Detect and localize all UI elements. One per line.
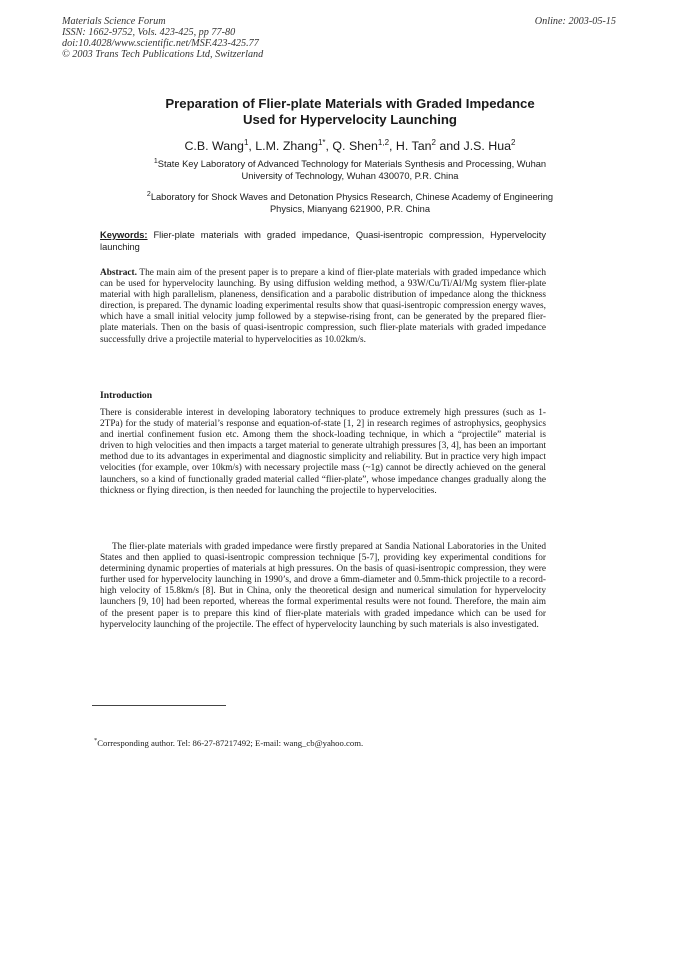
- keywords: [100, 230, 546, 253]
- author: C.B. Wang$^1$: [184, 138, 249, 154]
- author-separator: ,: [248, 139, 256, 154]
- issn-line: ISSN: 1662-9752, Vols. 423-425, pp 77-80: [62, 27, 236, 38]
- journal-name: Materials Science Forum: [62, 16, 166, 27]
- introduction-paragraph-2: The flier-plate materials with graded impedance were firstly prepared at Sandia National Laboratories in the United States and then applied to quasi-isentropic compression technique [5-7], providing key experimental conditions for determining dynamic properties of materials at high pressures. On the basis of quasi-isentropic compression, they were further used for hypervelocity launching in 1990’s, and drove a 6mm-diameter and 0.5mm-thick projectile to a record-high velocity of 15.8km/s [8]. But in China, only the theoretical design and numerical simulation for hypervelocity launchers [9, 10] had been reported, whereas the formal experimental results were not found. Therefore, the main aim of the present paper is to prepare this kind of flier-plate materials with graded impedance which can be used for hypervelocity launching of the projectile. The effect of hypervelocity launching by such materials is also investigated.: [100, 542, 546, 630]
- abstract: [100, 268, 546, 346]
- keywords-label: Keywords:: [100, 230, 148, 240]
- author: L.M. Zhang$^{1*}$: [255, 138, 326, 154]
- affiliation-2: $^2$Laboratory for Shock Waves and Detonation Physics Research, Chinese Academy of Engineering Physics, Mianyang 621900, P.R. China: [146, 191, 554, 214]
- abstract-label: Abstract.: [100, 268, 137, 278]
- author: J.S. Hua$^2$: [463, 138, 516, 154]
- abstract-text: The main aim of the present paper is to prepare a kind of flier-plate materials with graded impedance which can be used for hypervelocity launching. By using diffusion welding method, a 93W/Cu/Ti/Al/Mg system flier-plate material with high parallelism, planeness, densification and a parabolic distribution of impedance along the thickness direction, is prepared. The dynamic loading experimental results show that quasi-isentropic compression energy waves, which have a small initial velocity jump followed by a stepwise-rising front, can be generated by the prepared flier-plate materials. Then on the basis of quasi-isentropic compression, such flier-plate materials with graded impedance successfully drive a projectile material to hypervelocities as 10.02km/s.: [100, 268, 546, 345]
- author: Q. Shen$^{1,2}$: [332, 138, 390, 154]
- footnote-mark: *: [94, 737, 98, 744]
- title-line-1: Preparation of Flier-plate Materials with Graded Impedance: [165, 96, 535, 111]
- footnote-text: Corresponding author. Tel: 86-27-87217492; E-mail: wang_cb@yahoo.com.: [97, 737, 364, 748]
- author-separator: ,: [389, 139, 396, 154]
- copyright-line: © 2003 Trans Tech Publications Ltd, Switzerland: [62, 49, 264, 60]
- doi-line: doi:10.4028/www.scientific.net/MSF.423-425.77: [62, 38, 259, 49]
- affiliation-1: $^1$State Key Laboratory of Advanced Technology for Materials Synthesis and Processing, Wuhan University of Technology, Wuhan 430070, P.R. China: [153, 158, 547, 181]
- author: H. Tan$^2$: [395, 138, 436, 154]
- footnote-divider: [92, 705, 226, 706]
- author-list: [90, 138, 610, 153]
- footnote: [94, 737, 554, 748]
- introduction-paragraph-1: There is considerable interest in developing laboratory techniques to produce extremely high pressures (such as 1-2TPa) for the study of material’s response and equation-of-state [1, 2] in research regimes of astrophysics, geophysics and inertial confinement fusion etc. Among them the shock-loading technique, in which a “projectile” material is driven to high velocities and then impacts a target material to generate ultrahigh pressures [3, 4], has been an important method due to its advantages in experimental and diagnostic simplicity and reliability. But in practice very high impact velocities (for example, over 10km/s) with necessary projectile mass (~1g) cannot be directly achieved on the general launchers, so a kind of functionally graded material called “flier-plate”, whose impedance changes gradually along the thickness or flying direction, is then needed for launching the projectile to hypervelocities.: [100, 408, 546, 496]
- author-separator: and: [435, 139, 464, 154]
- author-separator: ,: [325, 139, 333, 154]
- introduction-heading: Introduction: [100, 390, 153, 401]
- online-date: Online: 2003-05-15: [534, 16, 616, 27]
- paper-title: [90, 96, 610, 128]
- keywords-text: Flier-plate materials with graded impedance, Quasi-isentropic compression, Hypervelocity launching: [100, 230, 546, 252]
- journal-header: [62, 16, 263, 60]
- title-line-2: Used for Hypervelocity Launching: [243, 112, 457, 127]
